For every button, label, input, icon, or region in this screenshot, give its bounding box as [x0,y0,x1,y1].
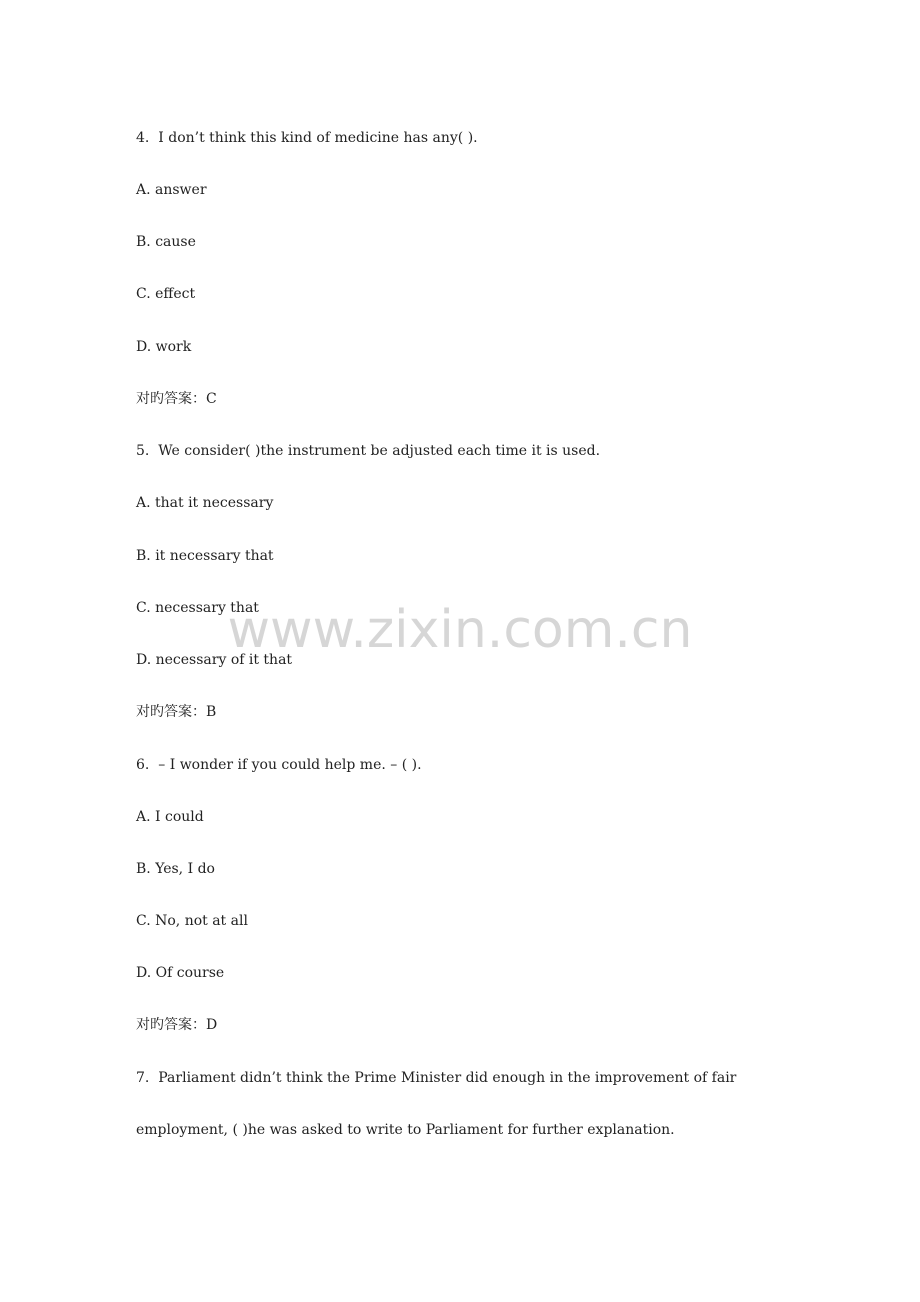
question-5-option-c: C. necessary that [136,600,259,616]
question-5-answer: 对旳答案：B [136,704,217,720]
question-6-answer: 对旳答案：D [136,1017,218,1033]
question-6-option-a: A. I could [136,809,204,825]
watermark-text: www.zixin.com.cn [227,600,693,660]
question-4-option-d: D. work [136,339,192,355]
question-6-stem: 6. – I wonder if you could help me. – ( ). [136,757,422,773]
question-6-option-d: D. Of course [136,965,225,981]
question-5-option-d: D. necessary of it that [136,652,293,668]
question-5-option-b: B. it necessary that [136,548,274,564]
question-6-option-b: B. Yes, I do [136,861,215,877]
question-4-option-c: C. effect [136,286,196,302]
question-4-answer: 对旳答案：C [136,391,217,407]
question-5-stem: 5. We consider( )the instrument be adjusted each time it is used. [136,443,601,459]
question-4-stem: 4. I don’t think this kind of medicine has any( ). [136,130,478,146]
question-4-option-a: A. answer [136,182,207,198]
question-7-stem-line-1: 7. Parliament didn’t think the Prime Minister did enough in the improvement of fair [136,1070,737,1086]
question-4-option-b: B. cause [136,234,196,250]
question-5-option-a: A. that it necessary [136,495,274,511]
question-7-stem-line-2: employment, ( )he was asked to write to Parliament for further explanation. [136,1122,675,1138]
question-6-option-c: C. No, not at all [136,913,248,929]
